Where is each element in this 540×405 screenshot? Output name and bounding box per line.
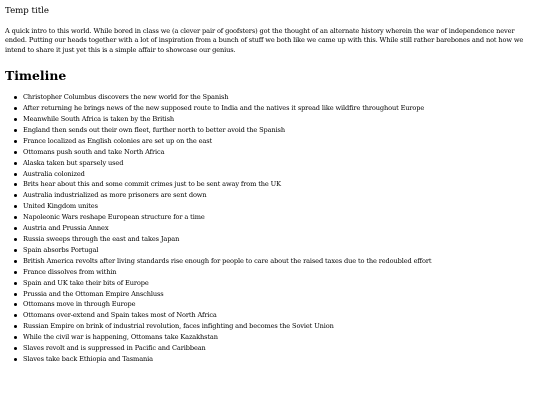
page-title: Temp title [5,6,50,16]
timeline-item [14,136,537,147]
timeline-heading: Timeline [5,68,67,84]
timeline-item-text: Prussia and the Ottoman Empire Anschluss [23,289,164,298]
timeline-item [14,289,537,300]
timeline-item-text: Austria and Prussia Annex [23,224,109,233]
timeline-item-text: Spain and UK take their bits of Europe [23,278,149,287]
bullet-icon [14,173,17,176]
bullet-icon [14,238,17,241]
bullet-icon [14,303,17,306]
timeline-item-text: Alaska taken but sparsely used [23,158,124,167]
bullet-icon [14,162,17,165]
timeline-item [14,190,537,201]
timeline-item-text: After returning he brings news of the new supposed route to India and the natives it spread like wildfire throughout Europe [23,104,425,113]
timeline-item [14,267,537,278]
intro-paragraph: A quick intro to this world. While bored in class we (a clever pair of goofsters) got the thought of an alternate history wherein the war of independence never ended. Putting our heads together with a lot of inspiration from a bunch of stuff we both like we came up with this. While still rather barebones and not how we intend to share it just yet this is a simple affair to showcase our genius. [5,27,524,54]
timeline-item-text: Australia industrialized as more prisoners are sent down [23,191,207,200]
timeline-item [14,125,537,136]
bullet-icon [14,249,17,252]
bullet-icon [14,260,17,263]
timeline-item-text: Brits hear about this and some commit crimes just to be sent away from the UK [23,180,281,189]
bullet-icon [14,140,17,143]
timeline-item-text: Meanwhile South Africa is taken by the British [23,115,175,124]
bullet-icon [14,151,17,154]
timeline-item-text: Ottomans over-extend and Spain takes most of North Africa [23,311,217,320]
timeline-item [14,223,537,234]
bullet-icon [14,271,17,274]
timeline-item [14,299,537,310]
timeline-item [14,92,537,103]
timeline-item-text: While the civil war is happening, Ottomans take Kazakhstan [23,333,218,342]
timeline-item-text: Spain absorbs Portugal [23,245,99,254]
timeline-item [14,256,537,267]
bullet-icon [14,205,17,208]
document-page [5,6,537,365]
bullet-icon [14,194,17,197]
timeline-item [14,212,537,223]
timeline-item [14,321,537,332]
timeline-item-text: France localized as English colonies are set up on the east [23,136,212,145]
timeline-item-text: United Kingdom unites [23,202,98,211]
timeline-item [14,310,537,321]
timeline-item [14,147,537,158]
bullet-icon [14,325,17,328]
timeline-item [14,201,537,212]
bullet-icon [14,216,17,219]
bullet-icon [14,129,17,132]
timeline-item [14,114,537,125]
timeline-item-text: Ottomans push south and take North Africa [23,147,165,156]
timeline-item [14,234,537,245]
timeline-item-text: Slaves take back Ethiopia and Tasmania [23,354,153,363]
timeline-item [14,278,537,289]
timeline-item [14,158,537,169]
timeline-item-text: Slaves revolt and is suppressed in Pacific and Caribbean [23,344,206,353]
timeline-item-text: France dissolves from within [23,267,117,276]
timeline-item-text: Australia colonized [23,169,85,178]
timeline-item [14,245,537,256]
timeline-item-text: England then sends out their own fleet, further north to better avoid the Spanish [23,125,285,134]
bullet-icon [14,118,17,121]
timeline-item [14,169,537,180]
timeline-list [5,92,537,365]
timeline-item [14,179,537,190]
bullet-icon [14,336,17,339]
bullet-icon [14,314,17,317]
timeline-item-text: Christopher Columbus discovers the new world for the Spanish [23,93,229,102]
timeline-item [14,332,537,343]
bullet-icon [14,347,17,350]
bullet-icon [14,293,17,296]
bullet-icon [14,282,17,285]
timeline-item-text: Russia sweeps through the east and takes Japan [23,235,180,243]
timeline-item-text: Napoleonic Wars reshape European structure for a time [23,213,205,222]
timeline-item [14,343,537,354]
timeline-item [14,354,537,365]
bullet-icon [14,183,17,186]
timeline-item-text: Russian Empire on brink of industrial revolution, faces infighting and becomes the Soviet Union [23,322,334,331]
bullet-icon [14,96,17,99]
bullet-icon [14,107,17,110]
timeline-item-text: British America revolts after living standards rise enough for people to care about the raised taxes due to the redoubled effort [23,256,432,265]
bullet-icon [14,358,17,361]
timeline-item [14,103,537,114]
timeline-item-text: Ottomans move in through Europe [23,300,136,309]
bullet-icon [14,227,17,230]
